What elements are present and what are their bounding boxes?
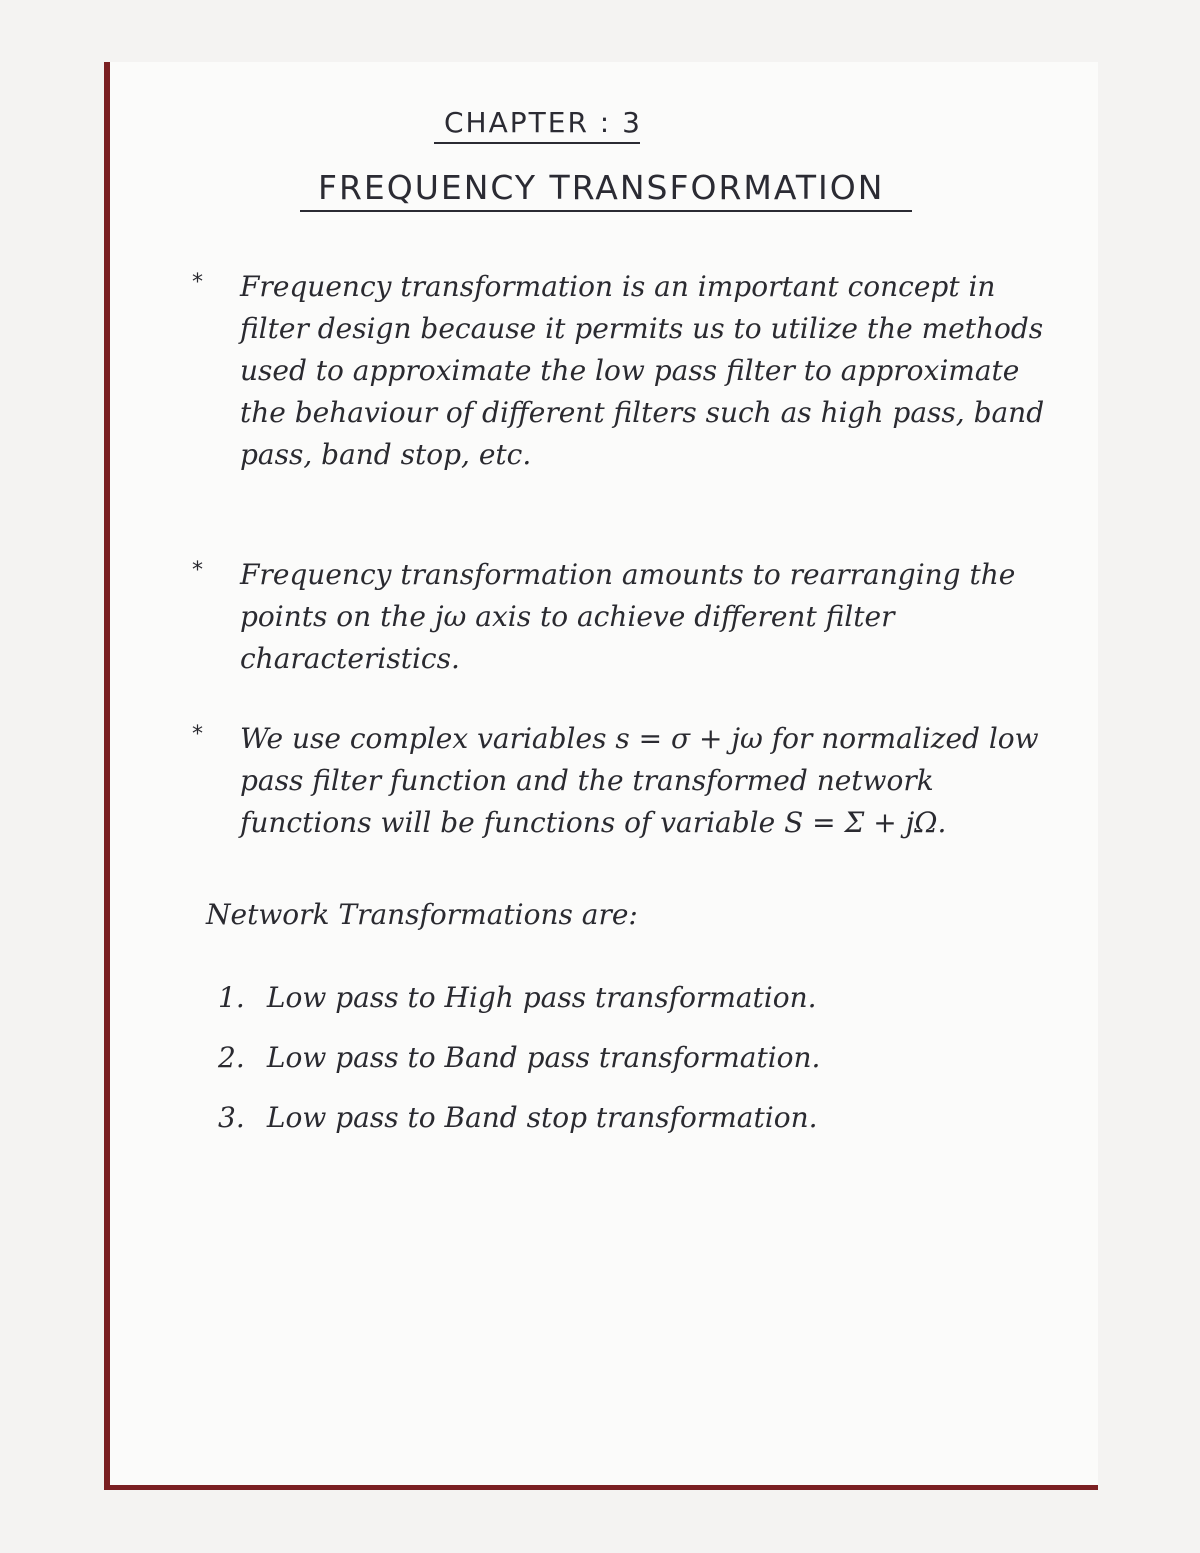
list-item <box>218 968 820 1028</box>
list-item-text: Low pass to Band stop transformation. <box>266 1101 818 1134</box>
list-item-text: Low pass to Band pass transformation. <box>266 1041 821 1074</box>
bullet-text: We use complex variables s = σ + jω for normalized low pass filter function and the transformed network functions will be functions of variable S = Σ + jΩ. <box>240 722 1039 839</box>
bullet-text: Frequency transformation is an important concept in filter design because it permits us to utilize the methods used to approximate the low pass filter to approximate the behaviour of different filters such as high pass, band pass, band stop, etc. <box>240 270 1045 471</box>
bullet-item <box>192 266 1060 476</box>
list-item <box>218 1088 820 1148</box>
page-title: FREQUENCY TRANSFORMATION <box>318 168 885 207</box>
notebook-page <box>104 62 1098 1490</box>
chapter-underline <box>434 142 640 144</box>
bullet-mark: * <box>192 558 203 583</box>
bullet-item <box>192 718 1060 844</box>
list-item-text: Low pass to High pass transformation. <box>266 981 817 1014</box>
network-transformations-list <box>218 968 820 1148</box>
bullet-text: Frequency transformation amounts to rearranging the points on the jω axis to achieve different filter characteristics. <box>240 558 1016 675</box>
list-item-number: 2. <box>218 1041 245 1074</box>
list-item-number: 1. <box>218 981 245 1014</box>
network-transformations-heading: Network Transformations are: <box>206 898 638 931</box>
title-underline <box>300 210 912 212</box>
chapter-label: CHAPTER : 3 <box>444 106 642 139</box>
bullet-item <box>192 554 1060 680</box>
list-item <box>218 1028 820 1088</box>
bullet-mark: * <box>192 722 203 747</box>
list-item-number: 3. <box>218 1101 245 1134</box>
bullet-mark: * <box>192 270 203 295</box>
